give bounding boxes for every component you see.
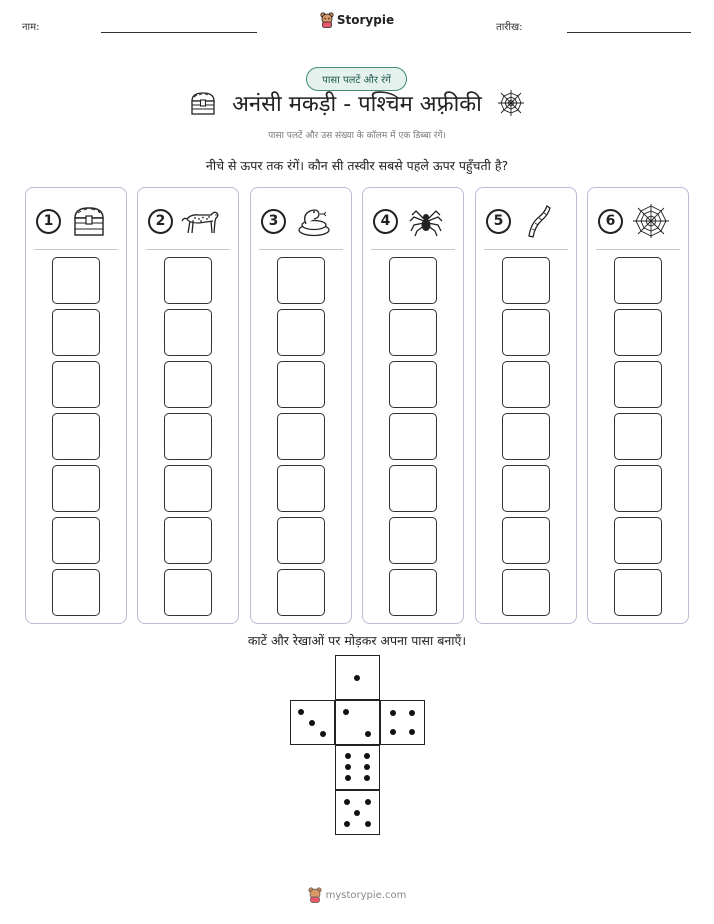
column-header bbox=[486, 202, 570, 240]
column-header bbox=[598, 202, 682, 240]
color-box[interactable] bbox=[164, 517, 212, 564]
dice-net[interactable] bbox=[290, 655, 425, 835]
column-4 bbox=[362, 187, 464, 624]
color-box[interactable] bbox=[389, 257, 437, 304]
column-1 bbox=[25, 187, 127, 624]
color-box[interactable] bbox=[277, 465, 325, 512]
dice-pip bbox=[409, 710, 415, 716]
page-title: अनंसी मकड़ी - पश्चिम अफ़्रीकी bbox=[232, 92, 482, 117]
dice-pip bbox=[309, 720, 315, 726]
color-box[interactable] bbox=[614, 361, 662, 408]
dice-pip bbox=[365, 731, 371, 737]
color-box[interactable] bbox=[614, 517, 662, 564]
color-box[interactable] bbox=[502, 309, 550, 356]
column-divider bbox=[596, 249, 680, 250]
color-box[interactable] bbox=[164, 465, 212, 512]
color-box[interactable] bbox=[389, 517, 437, 564]
footer-url[interactable]: mystorypie.com bbox=[325, 889, 407, 901]
dice-pip bbox=[390, 710, 396, 716]
color-box[interactable] bbox=[52, 465, 100, 512]
color-box[interactable] bbox=[277, 413, 325, 460]
column-6 bbox=[587, 187, 689, 624]
name-line[interactable] bbox=[101, 32, 257, 33]
color-box[interactable] bbox=[614, 257, 662, 304]
cut-instruction: काटें और रेखाओं पर मोड़कर अपना पासा बनाएँ। bbox=[247, 633, 467, 648]
column-divider bbox=[34, 249, 118, 250]
dice-pip bbox=[364, 753, 370, 759]
brand-name: Storypie bbox=[336, 13, 395, 27]
activity-badge: पासा पलटें और रंगें bbox=[306, 67, 407, 91]
color-box[interactable] bbox=[164, 361, 212, 408]
column-divider bbox=[259, 249, 343, 250]
color-box[interactable] bbox=[502, 413, 550, 460]
color-box[interactable] bbox=[52, 361, 100, 408]
dice-pip bbox=[344, 821, 350, 827]
color-box[interactable] bbox=[389, 309, 437, 356]
column-header bbox=[148, 202, 232, 240]
dice-pip bbox=[345, 764, 351, 770]
dice-face-2 bbox=[335, 700, 380, 745]
worm-icon bbox=[517, 203, 561, 239]
dice-face-1 bbox=[335, 655, 380, 700]
color-box[interactable] bbox=[52, 569, 100, 616]
color-boxes bbox=[614, 257, 662, 621]
treasure-chest-icon bbox=[67, 203, 111, 239]
dice-pip bbox=[343, 709, 349, 715]
column-divider bbox=[146, 249, 230, 250]
column-number: 1 bbox=[36, 209, 61, 234]
dice-pip bbox=[298, 709, 304, 715]
color-box[interactable] bbox=[277, 257, 325, 304]
dice-pip bbox=[364, 775, 370, 781]
color-box[interactable] bbox=[614, 569, 662, 616]
color-box[interactable] bbox=[389, 413, 437, 460]
dice-pip bbox=[345, 753, 351, 759]
color-box[interactable] bbox=[502, 465, 550, 512]
spider-web-icon bbox=[496, 88, 526, 118]
dice-pip bbox=[364, 764, 370, 770]
date-label: तारीख: bbox=[496, 22, 523, 33]
dice-pip bbox=[365, 799, 371, 805]
column-5 bbox=[475, 187, 577, 624]
column-number: 3 bbox=[261, 209, 286, 234]
color-box[interactable] bbox=[52, 257, 100, 304]
color-box[interactable] bbox=[614, 465, 662, 512]
color-box[interactable] bbox=[389, 465, 437, 512]
dice-pip bbox=[390, 729, 396, 735]
column-divider bbox=[484, 249, 568, 250]
date-line[interactable] bbox=[567, 32, 691, 33]
column-number: 4 bbox=[373, 209, 398, 234]
instruction: नीचे से ऊपर तक रंगें। कौन सी तस्वीर सबसे पहले ऊपर पहुँचती है? bbox=[205, 158, 509, 173]
column-number: 5 bbox=[486, 209, 511, 234]
color-box[interactable] bbox=[389, 569, 437, 616]
color-box[interactable] bbox=[277, 569, 325, 616]
color-box[interactable] bbox=[164, 257, 212, 304]
color-boxes bbox=[389, 257, 437, 621]
column-2 bbox=[137, 187, 239, 624]
color-box[interactable] bbox=[52, 413, 100, 460]
column-header bbox=[261, 202, 345, 240]
dice-face-5 bbox=[335, 790, 380, 835]
color-box[interactable] bbox=[52, 309, 100, 356]
column-3 bbox=[250, 187, 352, 624]
color-box[interactable] bbox=[164, 413, 212, 460]
dice-pip bbox=[409, 729, 415, 735]
treasure-chest-icon bbox=[188, 88, 218, 118]
dice-pip bbox=[320, 731, 326, 737]
spider-icon bbox=[404, 203, 448, 239]
snake-icon bbox=[292, 203, 336, 239]
footer bbox=[0, 887, 714, 903]
color-box[interactable] bbox=[164, 569, 212, 616]
dice-pip bbox=[344, 799, 350, 805]
color-box[interactable] bbox=[502, 517, 550, 564]
color-box[interactable] bbox=[277, 361, 325, 408]
column-divider bbox=[371, 249, 455, 250]
color-box[interactable] bbox=[502, 569, 550, 616]
color-box[interactable] bbox=[277, 517, 325, 564]
color-box[interactable] bbox=[277, 309, 325, 356]
color-boxes bbox=[277, 257, 325, 621]
color-box[interactable] bbox=[614, 309, 662, 356]
bear-logo-icon bbox=[308, 887, 322, 903]
color-box[interactable] bbox=[502, 257, 550, 304]
color-boxes bbox=[502, 257, 550, 621]
color-box[interactable] bbox=[389, 361, 437, 408]
color-box[interactable] bbox=[502, 361, 550, 408]
color-box[interactable] bbox=[164, 309, 212, 356]
leopard-icon bbox=[179, 203, 223, 239]
name-label: नाम: bbox=[22, 22, 40, 33]
dice-face-6 bbox=[335, 745, 380, 790]
column-header bbox=[36, 202, 120, 240]
dice-pip bbox=[365, 821, 371, 827]
column-number: 6 bbox=[598, 209, 623, 234]
subtitle: पासा पलटें और उस संख्या के कॉलम में एक डिब्बा रंगें। bbox=[268, 131, 446, 141]
title-row bbox=[0, 88, 714, 118]
dice-pip bbox=[354, 810, 360, 816]
color-boxes bbox=[52, 257, 100, 621]
color-box[interactable] bbox=[614, 413, 662, 460]
spider-web-icon bbox=[629, 203, 673, 239]
column-number: 2 bbox=[148, 209, 173, 234]
brand-logo bbox=[0, 12, 714, 28]
dice-pip bbox=[345, 775, 351, 781]
bear-logo-icon bbox=[320, 12, 334, 28]
dice-face-3 bbox=[290, 700, 335, 745]
column-header bbox=[373, 202, 457, 240]
dice-pip bbox=[354, 675, 360, 681]
color-box[interactable] bbox=[52, 517, 100, 564]
color-boxes bbox=[164, 257, 212, 621]
dice-face-4 bbox=[380, 700, 425, 745]
